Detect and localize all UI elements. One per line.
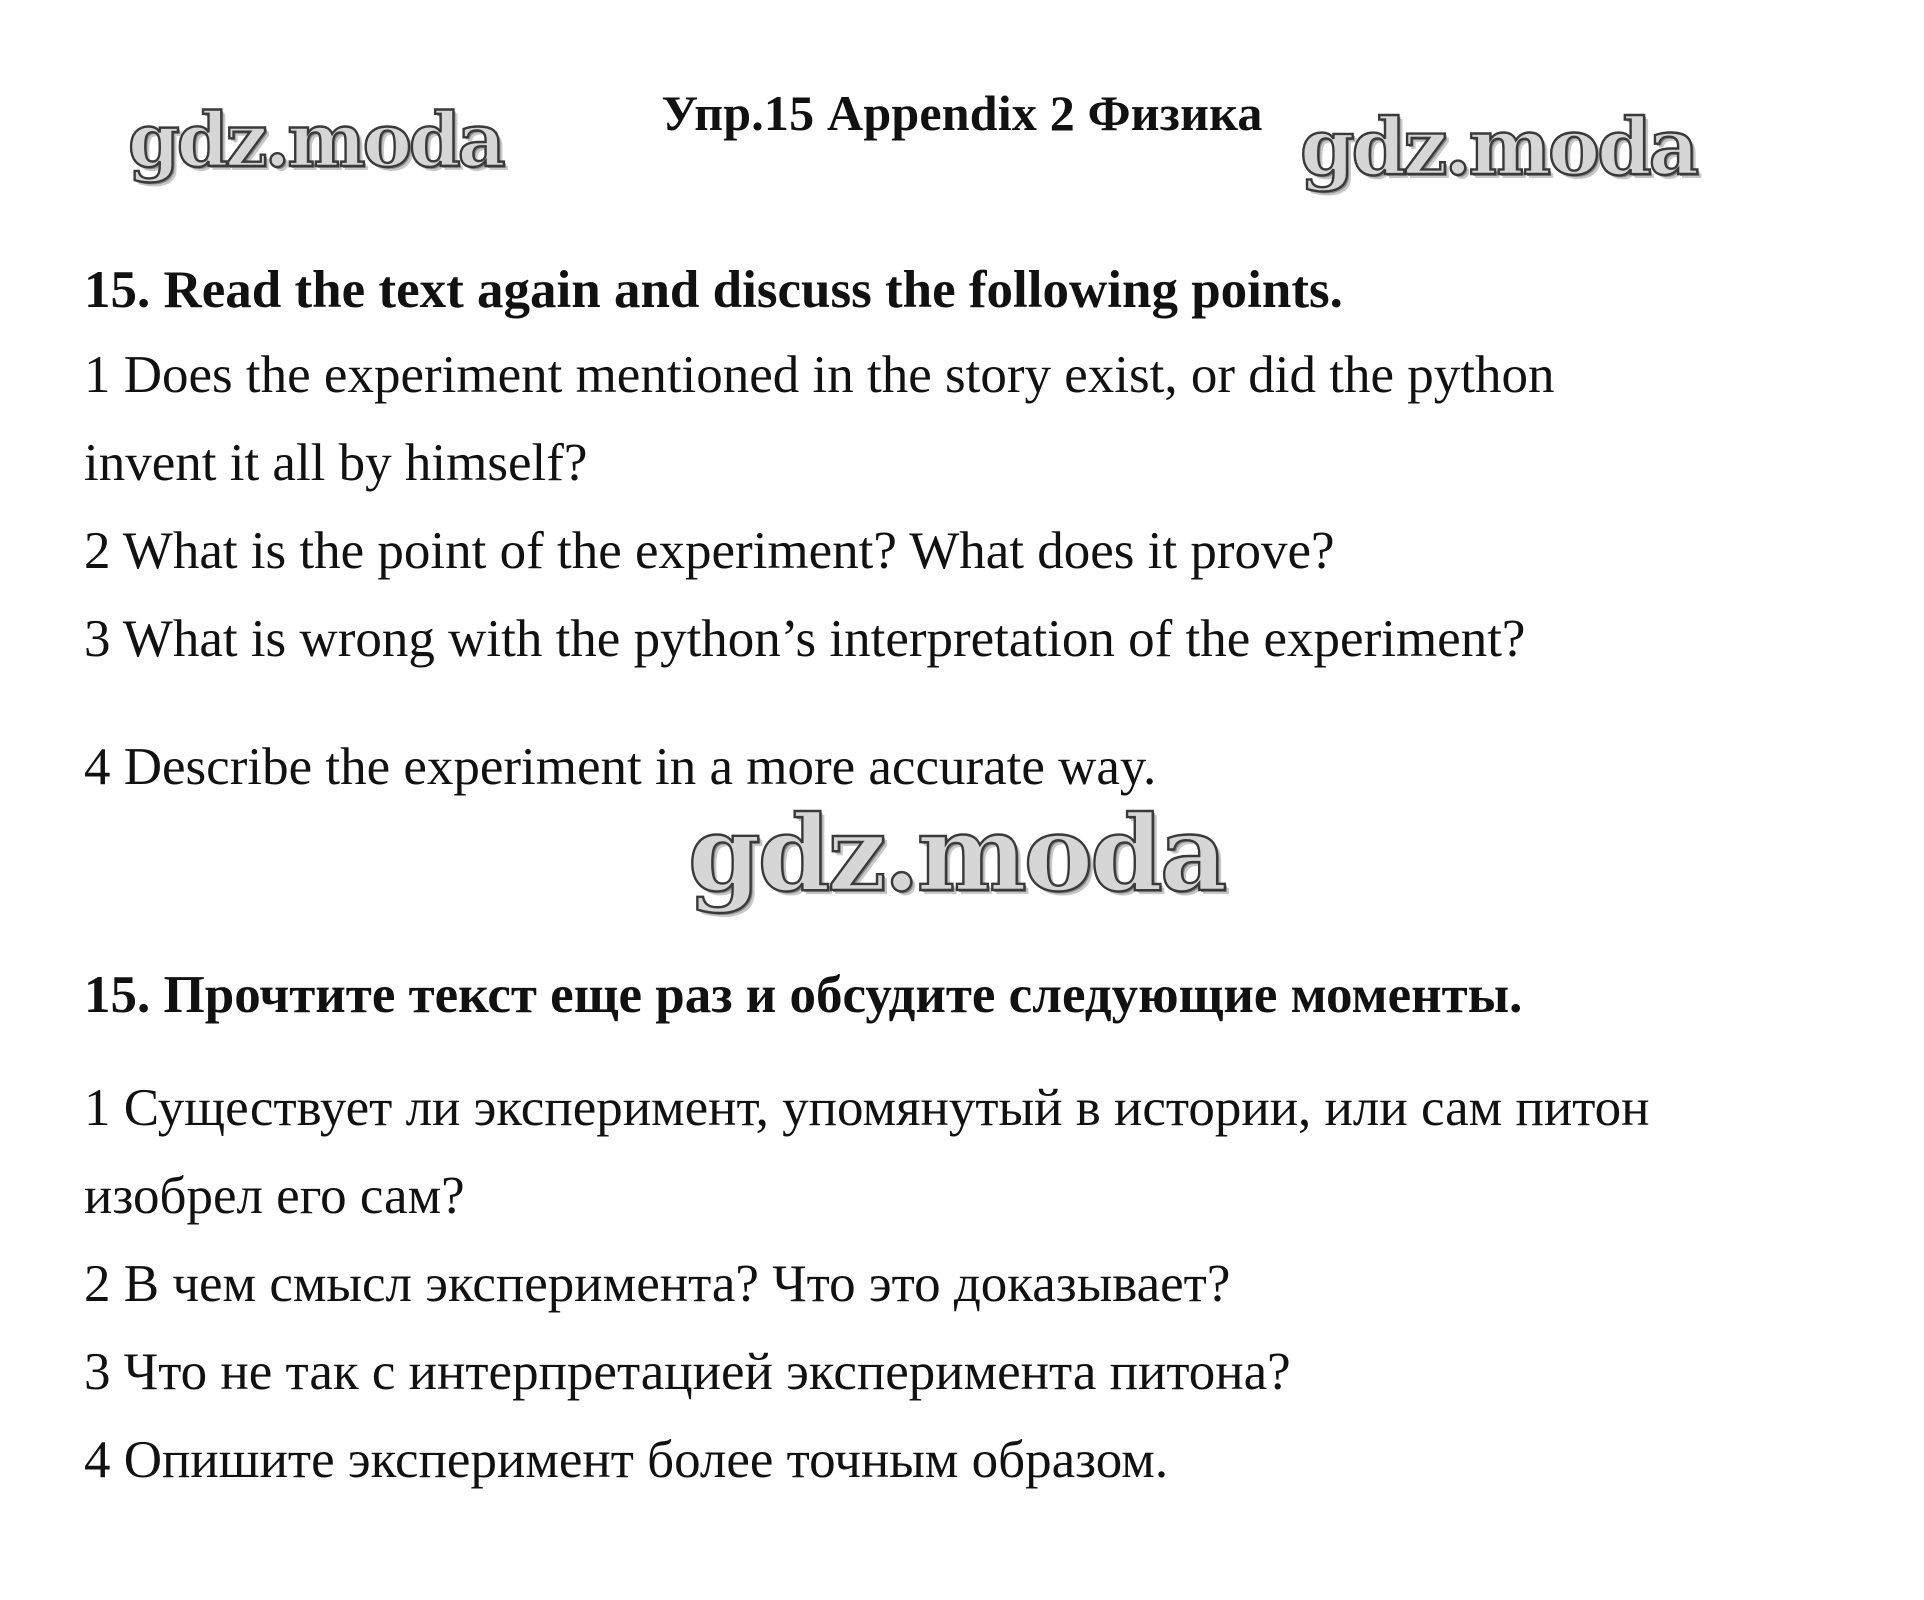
russian-line-3: 3 Что не так с интерпретацией эксперимента питона?	[84, 1343, 1291, 1401]
english-exercise	[84, 255, 1884, 811]
page-title: Упр.15 Appendix 2 Физика	[661, 85, 1263, 141]
english-line-1: 1 Does the experiment mentioned in the story exist, or did the python	[84, 346, 1555, 404]
watermark-logo-center: gdz.moda	[688, 792, 1225, 915]
english-heading: 15. Read the text again and discuss the following points.	[84, 261, 1343, 319]
english-line-1-cont: invent it all by himself?	[84, 434, 588, 492]
english-line-3: 3 What is wrong with the python’s interpretation of the experiment?	[84, 610, 1526, 668]
russian-line-2: 2 В чем смысл эксперимента? Что это доказывает?	[84, 1255, 1231, 1313]
watermark-logo-right: gdz.moda	[1300, 102, 1697, 193]
russian-line-1: 1 Существует ли эксперимент, упомянутый в истории, или сам питон	[84, 1079, 1650, 1137]
russian-exercise	[84, 960, 1884, 1504]
russian-line-1-cont: изобрел его сам?	[84, 1167, 465, 1225]
watermark-logo-left: gdz.moda	[128, 98, 503, 184]
english-line-2: 2 What is the point of the experiment? What does it prove?	[84, 522, 1335, 580]
russian-line-4: 4 Опишите эксперимент более точным образом.	[84, 1431, 1169, 1489]
russian-heading: 15. Прочтите текст еще раз и обсудите следующие моменты.	[84, 966, 1523, 1024]
english-line-4: 4 Describe the experiment in a more accurate way.	[84, 738, 1157, 796]
